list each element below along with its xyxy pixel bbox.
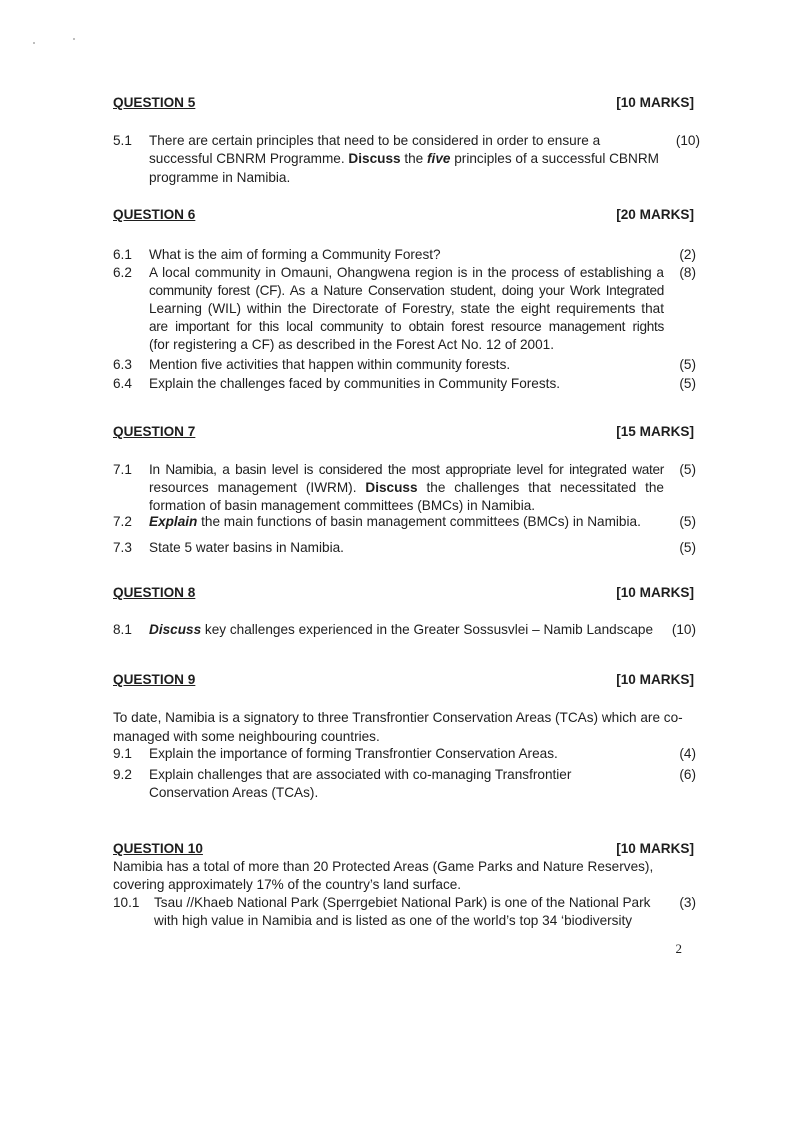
item-text: programme in Namibia. [149, 170, 291, 185]
text: principles of a successful CBNRM [450, 151, 659, 166]
item-text: community forest (CF). As a Nature Conservation student, doing your Work Integrated [149, 283, 664, 298]
item-score: (3) [679, 895, 696, 910]
item-score: (6) [679, 767, 696, 782]
item-score: (10) [671, 622, 696, 637]
item-text: Conservation Areas (TCAs). [149, 785, 319, 800]
item-score: (4) [679, 746, 696, 761]
question-9-title: QUESTION 9 [113, 672, 196, 687]
item-score: (5) [679, 462, 696, 477]
item-score: (5) [679, 357, 696, 372]
item-score: (8) [679, 265, 696, 280]
item-number: 6.1 [113, 247, 132, 262]
question-8-marks: [10 MARKS] [616, 585, 694, 600]
item-number: 6.4 [113, 376, 132, 391]
question-10-marks: [10 MARKS] [616, 841, 694, 856]
text: resources management (IWRM). [149, 480, 366, 495]
intro-text: Namibia has a total of more than 20 Protected Areas (Game Parks and Nature Reserves), [113, 859, 654, 874]
text: the [400, 151, 428, 166]
item-text: Explain the importance of forming Transfrontier Conservation Areas. [149, 746, 558, 761]
item-text [149, 621, 653, 639]
item-number: 6.2 [113, 265, 132, 280]
question-7-marks: [15 MARKS] [616, 424, 694, 439]
item-number: 7.3 [113, 540, 132, 555]
question-5-marks: [10 MARKS] [616, 95, 694, 110]
question-5-title: QUESTION 5 [113, 95, 196, 110]
item-text: A local community in Omauni, Ohangwena region is in the process of establishing a [149, 265, 664, 280]
page-number: 2 [675, 941, 682, 956]
item-score: (5) [679, 514, 696, 529]
item-text: In Namibia, a basin level is considered the most appropriate level for integrated water [149, 462, 664, 477]
item-text: (for registering a CF) as described in the Forest Act No. 12 of 2001. [149, 337, 554, 352]
intro-text: To date, Namibia is a signatory to three Transfrontier Conservation Areas (TCAs) which are co- [113, 710, 683, 725]
item-text: Explain the challenges faced by communities in Community Forests. [149, 376, 561, 391]
question-9-marks: [10 MARKS] [616, 672, 694, 687]
item-text [149, 513, 641, 531]
item-score: (10) [675, 133, 700, 148]
item-text: There are certain principles that need to be considered in order to ensure a [149, 133, 601, 148]
item-text: Mention five activities that happen within community forests. [149, 357, 511, 372]
item-number: 9.2 [113, 767, 132, 782]
item-number: 7.1 [113, 462, 132, 477]
question-6-marks: [20 MARKS] [616, 207, 694, 222]
text: key challenges experienced in the Greater Sossusvlei – Namib Landscape [201, 622, 654, 637]
text: the main functions of basin management committees (BMCs) in Namibia. [197, 514, 641, 529]
question-6-title: QUESTION 6 [113, 207, 196, 222]
bold-italic-text: Discuss [149, 622, 202, 637]
item-text: formation of basin management committees (BMCs) in Namibia. [149, 498, 536, 513]
intro-text: covering approximately 17% of the country’s land surface. [113, 877, 462, 892]
item-number: 6.3 [113, 357, 132, 372]
question-8-title: QUESTION 8 [113, 585, 196, 600]
item-text: are important for this local community to obtain forest resource management rights [149, 319, 664, 334]
item-number: 10.1 [113, 895, 140, 910]
item-number: 7.2 [113, 514, 132, 529]
item-text [149, 150, 659, 168]
item-text: State 5 water basins in Namibia. [149, 540, 344, 555]
bold-text: Discuss [348, 151, 401, 166]
item-text [149, 479, 664, 497]
item-text: Explain challenges that are associated with co-managing Transfrontier [149, 767, 572, 782]
item-text: What is the aim of forming a Community Forest? [149, 247, 441, 262]
bold-italic-text: five [427, 151, 451, 166]
item-score: (2) [679, 247, 696, 262]
item-text: Tsau //Khaeb National Park (Sperrgebiet National Park) is one of the National Park [154, 895, 651, 910]
item-text: with high value in Namibia and is listed as one of the world’s top 34 ‘biodiversity [154, 913, 633, 928]
item-score: (5) [679, 376, 696, 391]
text: the challenges that necessitated the [417, 480, 664, 495]
item-score: (5) [679, 540, 696, 555]
bold-italic-text: Explain [149, 514, 198, 529]
question-7-title: QUESTION 7 [113, 424, 196, 439]
question-10-title: QUESTION 10 [113, 841, 203, 856]
text: successful CBNRM Programme. [149, 151, 349, 166]
intro-text: managed with some neighbouring countries. [113, 729, 380, 744]
item-number: 9.1 [113, 746, 132, 761]
scan-speck [33, 42, 35, 44]
scan-speck [73, 38, 75, 40]
item-text: Learning (WIL) within the Directorate of Forestry, state the eight requirements that [149, 301, 664, 316]
bold-text: Discuss [365, 480, 418, 495]
item-number: 5.1 [113, 133, 132, 148]
item-number: 8.1 [113, 622, 132, 637]
